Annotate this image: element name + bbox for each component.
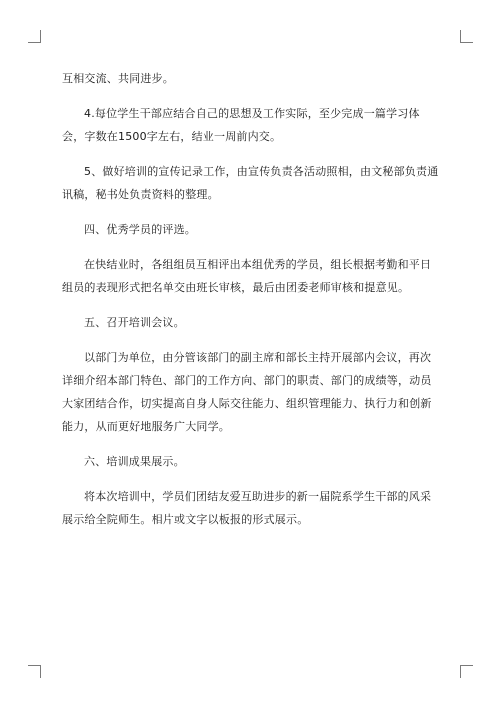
paragraph: 将本次培训中，学员们团结友爱互助进步的新一届院系学生干部的风采展示给全院师生。相片或文字以板报的形式展示。 bbox=[62, 490, 432, 526]
crop-mark-top-right bbox=[460, 30, 473, 43]
crop-mark-top-left bbox=[28, 30, 41, 43]
paragraph: 在快结业时，各组组员互相评出本组优秀的学员，组长根据考勤和平日组员的表现形式把名单交由班长审核，最后由团委老师审核和提意见。 bbox=[62, 258, 432, 294]
section-heading: 六、培训成果展示。 bbox=[84, 455, 185, 468]
paragraph: 以部门为单位，由分管该部门的副主席和部长主持开展部内会议，再次详细介绍本部门特色、部门的工作方向、部门的职责、部门的成绩等，动员大家团结合作，切实提高自身人际交往能力、组织管理能力、执行力和创新能力，从而更好地服务广大同学。 bbox=[62, 351, 432, 433]
section-heading: 四、优秀学员的评选。 bbox=[84, 223, 196, 236]
section-heading: 五、召开培训会议。 bbox=[84, 316, 185, 329]
paragraph: 互相交流、共同进步。 bbox=[62, 72, 174, 85]
document-body bbox=[62, 67, 440, 543]
crop-mark-bottom-left bbox=[28, 665, 41, 678]
paragraph: 4.每位学生干部应结合自己的思想及工作实际，至少完成一篇学习体会，字数在1500字左右，结业一周前内交。 bbox=[62, 107, 420, 143]
paragraph: 5、做好培训的宣传记录工作，由宣传负责各活动照相，由文秘部负责通讯稿，秘书处负责资料的整理。 bbox=[62, 165, 439, 201]
crop-mark-bottom-right bbox=[460, 665, 473, 678]
